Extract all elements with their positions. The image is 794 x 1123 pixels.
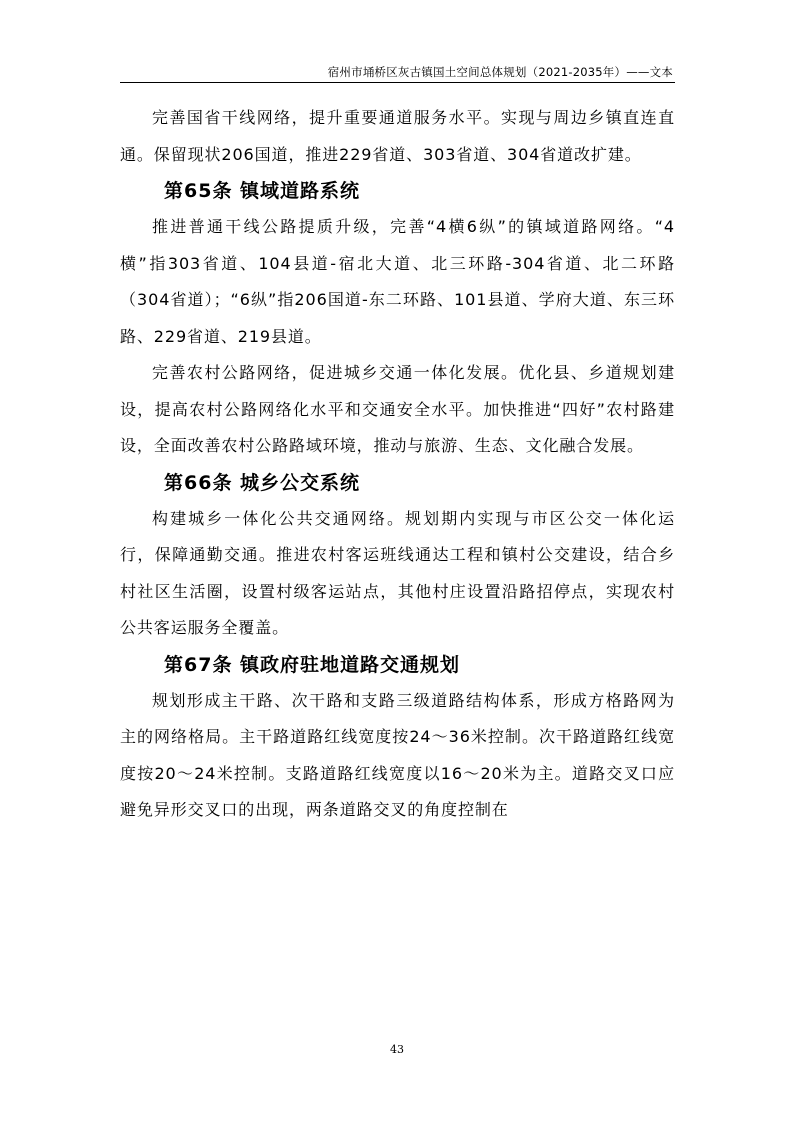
article-67-paragraph-1: 规划形成主干路、次干路和支路三级道路结构体系，形成方格路网为主的网络格局。主干路道路红线宽度按24～36米控制。次干路道路红线宽度按20～24米控制。支路道路红线宽度以16～20米为主。道路交叉口应避免异形交叉口的出现，两条道路交叉的角度控制在 [120,690,675,819]
body-text [120,100,675,829]
article-66-paragraph-1: 构建城乡一体化公共交通网络。规划期内实现与市区公交一体化运行，保障通勤交通。推进农村客运班线通达工程和镇村公交建设，结合乡村社区生活圈，设置村级客运站点，其他村庄设置沿路招停点，实现农村公共客运服务全覆盖。 [120,508,675,637]
article-67-heading: 第67条 镇政府驻地道路交通规划 [164,653,461,676]
article-66-heading: 第66条 城乡公交系统 [164,471,361,494]
running-header: 宿州市埇桥区灰古镇国土空间总体规划（2021-2035年）——文本 [327,65,673,79]
article-65-paragraph-2: 完善农村公路网络，促进城乡交通一体化发展。优化县、乡道规划建设，提高农村公路网络化水平和交通安全水平。加快推进“四好”农村路建设，全面改善农村公路路域环境，推动与旅游、生态、文化融合发展。 [120,363,675,455]
article-65-paragraph-1: 推进普通干线公路提质升级，完善“4横6纵”的镇域道路网络。“4横”指303省道、104县道-宿北大道、北三环路-304省道、北二环路（304省道）；“6纵”指206国道-东二环路、101县道、学府大道、东三环路、229省道、219县道。 [120,217,675,346]
page-number: 43 [390,1043,404,1056]
article-65-heading: 第65条 镇域道路系统 [164,180,361,202]
header-rule [120,82,675,83]
intro-paragraph: 完善国省干线网络，提升重要通道服务水平。实现与周边乡镇直连直通。保留现状206国道，推进229省道、303省道、304省道改扩建。 [120,108,675,164]
